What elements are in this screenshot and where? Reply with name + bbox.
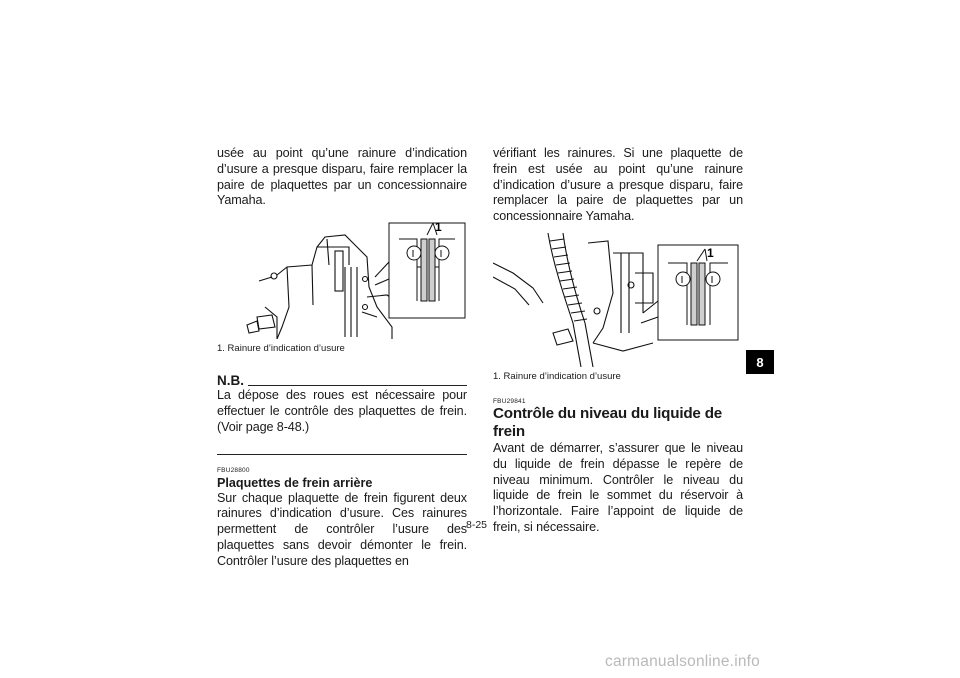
nb-title: N.B. — [217, 373, 244, 389]
rear-brake-figure — [493, 233, 743, 382]
left-figure-caption: 1. Rainure d’indication d’usure — [217, 343, 345, 355]
chapter-tab: 8 — [746, 350, 774, 374]
left-column — [217, 146, 467, 570]
right-figure-caption: 1. Rainure d’indication d’usure — [493, 370, 621, 382]
front-brake-figure — [217, 217, 467, 354]
figure-callout-number: 1 — [435, 220, 442, 235]
section-heading-brake-fluid: Contrôle du niveau du liquide de frein — [493, 404, 723, 440]
watermark-text: carmanualsonline.info — [605, 653, 760, 670]
rear-brake-illustration — [493, 233, 743, 367]
section-code: FBU29841 — [493, 397, 526, 405]
nb-text: La dépose des roues est nécessaire pour effectuer le contrôle des plaquettes de frein. (Voir page 8-48.) — [217, 388, 467, 434]
rear-pads-text: Sur chaque plaquette de frein figurent deux rainures d’indication d’usure. Ces rainures permettent de contrôler l’usure des plaquettes sans devoir démonter le frein. Contrôler l’usure des plaquettes en — [217, 490, 467, 568]
left-intro-text: usée au point qu’une rainure d’indication d’usure a presque disparu, faire remplacer la paire de plaquettes par un concessionnaire Yamaha. — [217, 146, 467, 208]
section-heading-rear-pads: Plaquettes de frein arrière — [217, 475, 373, 490]
nb-rule — [248, 385, 467, 386]
brake-fluid-text: Avant de démarrer, s’assurer que le niveau du liquide de frein dépasse le repère de niveau minimum. Contrôler le niveau du liquide de frein le sommet du réservoir à l’horizontale. Faire l’appoint de liquide de frein, si nécessaire. — [493, 440, 743, 534]
page-number: 8-25 — [466, 519, 488, 531]
nb-note — [217, 374, 467, 454]
section-code: FBU28800 — [217, 466, 250, 474]
right-intro-text: vérifiant les rainures. Si une plaquette de frein est usée au point qu’une rainure d’indication d’usure a presque disparu, faire remplacer la paire de plaquettes par un concessionnaire Yamaha. — [493, 146, 743, 224]
front-brake-illustration — [217, 217, 467, 339]
right-column — [493, 146, 743, 536]
figure-callout-number: 1 — [707, 245, 714, 260]
nb-bottom-rule — [217, 454, 467, 455]
